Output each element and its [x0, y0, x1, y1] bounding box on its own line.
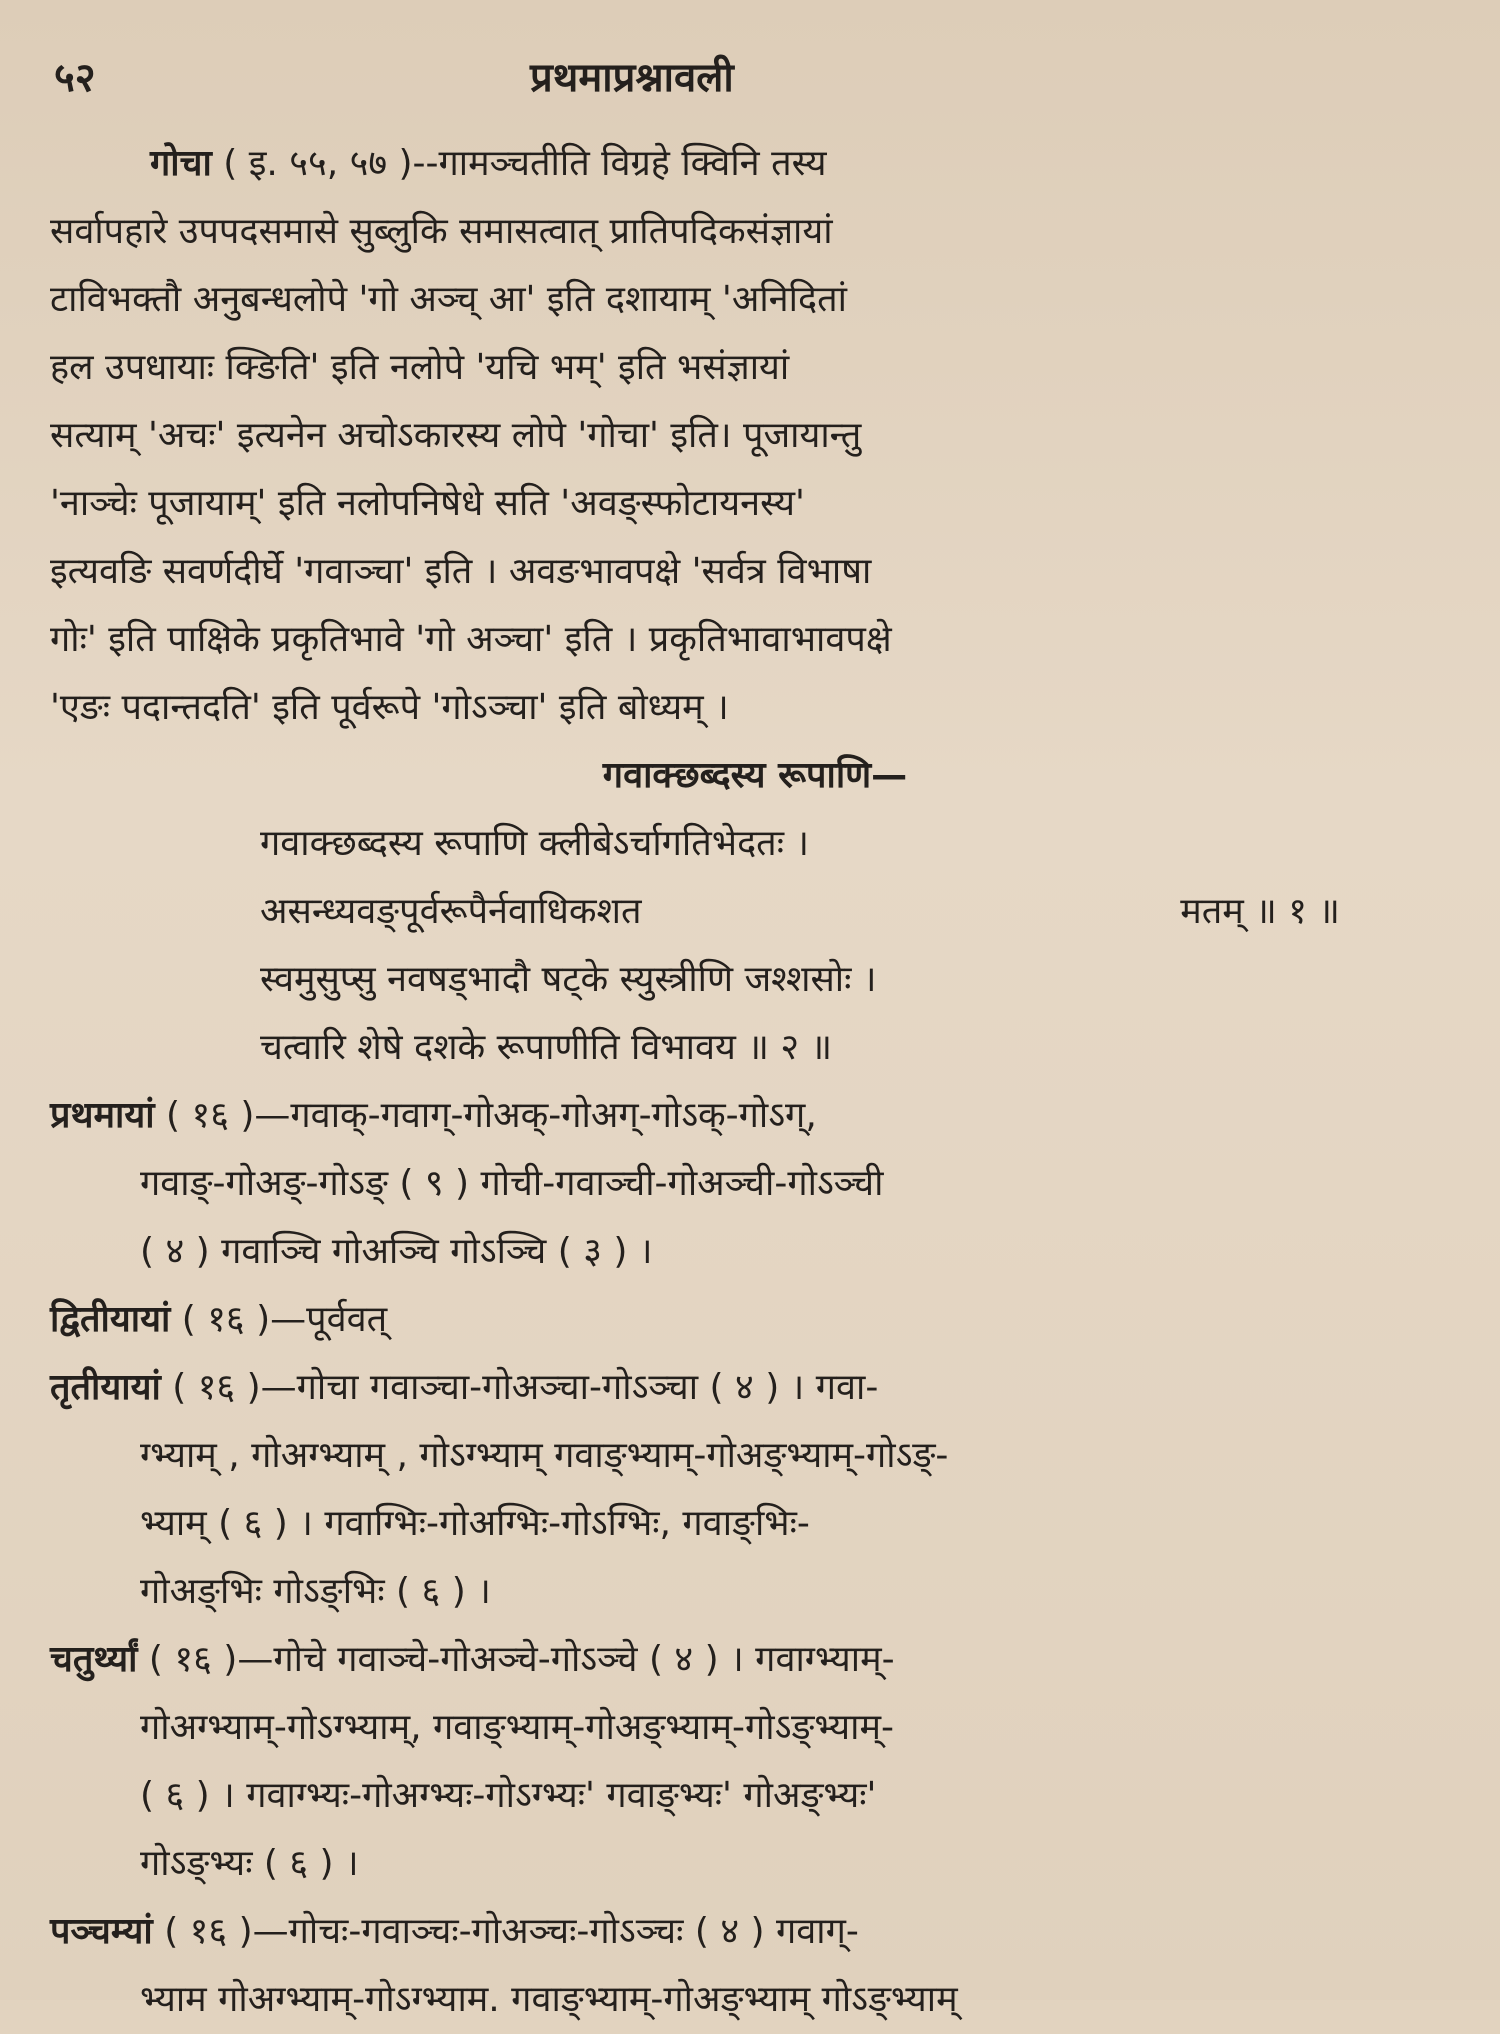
line-text: गोः' इति पाक्षिके प्रकृतिभावे 'गो अञ्चा' इति । प्रकृतिभावाभावपक्षे	[50, 619, 892, 660]
text-line	[50, 1898, 1460, 1966]
verse-text: गवाक्छब्दस्य रूपाणि क्लीबेऽर्चागतिभेदतः ।	[260, 823, 810, 864]
verse-text: स्वमुसुप्सु नवषड्भादौ षट्के स्युस्त्रीणि जश्शसोः ।	[260, 959, 877, 1000]
text-line	[50, 1082, 1460, 1150]
text-line	[50, 1218, 1460, 1286]
line-text: ( ६ ) । गवाग्भ्यः-गोअग्भ्यः-गोऽग्भ्यः' गवाङ्भ्यः' गोअङ्भ्यः'	[140, 1775, 877, 1816]
section-heading-text: गवाक्छब्दस्य रूपाणि—	[602, 755, 908, 796]
page-title: प्रथमाप्रश्नावली	[530, 55, 734, 101]
line-text: गोऽङ्भ्यः ( ६ ) ।	[140, 1843, 359, 1884]
case-heading: तृतीयायां	[50, 1367, 161, 1408]
line-text: भ्याम् ( ६ ) । गवाग्भिः-गोअग्भिः-गोऽग्भिः, गवाङ्भिः-	[140, 1503, 810, 1544]
line-text: सर्वापहारे उपपदसमासे सुब्लुकि समासत्वात् प्रातिपदिकसंज्ञायां	[50, 211, 833, 252]
text-line	[50, 1830, 1460, 1898]
line-text: सत्याम् 'अचः' इत्यनेन अचोऽकारस्य लोपे 'गोचा' इति। पूजायान्तु	[50, 415, 862, 456]
verse-text: चत्वारि शेषे दशके रूपाणीति विभावय ॥ २ ॥	[260, 1027, 833, 1068]
verse-number: मतम् ॥ १ ॥	[1180, 891, 1340, 932]
line-text: ( इ. ५५, ५७ )--गामञ्चतीति विग्रहे क्विनि तस्य	[211, 143, 827, 184]
text-line	[50, 266, 1460, 334]
line-text: ( १६ )—गोचः-गवाञ्चः-गोअञ्चः-गोऽञ्चः ( ४ ) गवाग्-	[152, 1911, 859, 1952]
verse-line	[50, 878, 1460, 946]
line-text: ( १६ )—पूर्ववत्	[170, 1299, 388, 1340]
text-line	[50, 674, 1460, 742]
verse-line	[50, 1014, 1460, 1082]
text-line	[50, 402, 1460, 470]
text-line	[50, 130, 1460, 198]
line-text: ( १६ )—गोचे गवाञ्चे-गोअञ्चे-गोऽञ्चे ( ४ ) । गवाग्भ्याम्-	[137, 1639, 895, 1680]
text-line	[50, 198, 1460, 266]
line-text: ग्भ्याम् , गोअग्भ्याम् , गोऽग्भ्याम् गवाङ्भ्याम्-गोअङ्भ्याम्-गोऽङ्-	[140, 1435, 949, 1476]
line-text: गोअङ्भिः गोऽङ्भिः ( ६ ) ।	[140, 1571, 491, 1612]
verse-text: असन्ध्यवङ्पूर्वरूपैर्नवाधिकशत	[260, 891, 642, 932]
case-heading: चतुर्थ्यां	[50, 1639, 138, 1680]
line-text: 'एङः पदान्तदति' इति पूर्वरूपे 'गोऽञ्चा' इति बोध्यम् ।	[50, 687, 729, 728]
case-heading: पञ्चम्यां	[50, 1911, 153, 1952]
text-line	[50, 1150, 1460, 1218]
text-line	[50, 1966, 1460, 2034]
line-text: ( ४ ) गवाञ्चि गोअञ्चि गोऽञ्चि ( ३ ) ।	[140, 1231, 653, 1272]
page-header	[50, 42, 1450, 112]
line-text: हल उपधायाः क्ङिति' इति नलोपे 'यचि भम्' इति भसंज्ञायां	[50, 347, 790, 388]
text-line	[50, 1626, 1460, 1694]
text-line	[50, 1286, 1460, 1354]
case-heading: द्वितीयायां	[50, 1299, 171, 1340]
text-line	[50, 1694, 1460, 1762]
line-text: टाविभक्तौ अनुबन्धलोपे 'गो अञ्च् आ' इति दशायाम् 'अनिदितां	[50, 279, 847, 320]
text-line	[50, 470, 1460, 538]
text-line	[50, 1558, 1460, 1626]
section-heading	[50, 742, 1460, 810]
case-heading: प्रथमायां	[50, 1095, 155, 1136]
text-line	[50, 538, 1460, 606]
text-line	[50, 1490, 1460, 1558]
verse-line	[50, 810, 1460, 878]
text-line	[50, 334, 1460, 402]
text-line	[50, 1762, 1460, 1830]
page-body	[50, 130, 1460, 2034]
page-number: ५२	[54, 55, 96, 101]
line-text: गवाङ्-गोअङ्-गोऽङ् ( ९ ) गोची-गवाञ्ची-गोअञ्ची-गोऽञ्ची	[140, 1163, 884, 1204]
text-line	[50, 606, 1460, 674]
verse-line	[50, 946, 1460, 1014]
text-line	[50, 1422, 1460, 1490]
text-line	[50, 1354, 1460, 1422]
line-text: गोअग्भ्याम्-गोऽग्भ्याम्, गवाङ्भ्याम्-गोअङ्भ्याम्-गोऽङ्भ्याम्-	[140, 1707, 895, 1748]
line-text: इत्यवङि सवर्णदीर्घे 'गवाञ्चा' इति । अवङभावपक्षे 'सर्वत्र विभाषा	[50, 551, 872, 592]
line-text: भ्याम गोअग्भ्याम्-गोऽग्भ्याम. गवाङ्भ्याम्-गोअङ्भ्याम् गोऽङ्भ्याम्	[140, 1979, 958, 2020]
line-text: ( १६ )—गवाक्-गवाग्-गोअक्-गोअग्-गोऽक्-गोऽग्,	[154, 1095, 817, 1136]
headword: गोचा	[150, 143, 212, 184]
line-text: 'नाञ्चेः पूजायाम्' इति नलोपनिषेधे सति 'अवङ्स्फोटायनस्य'	[50, 483, 805, 524]
line-text: ( १६ )—गोचा गवाञ्चा-गोअञ्चा-गोऽञ्चा ( ४ ) । गवा-	[160, 1367, 879, 1408]
